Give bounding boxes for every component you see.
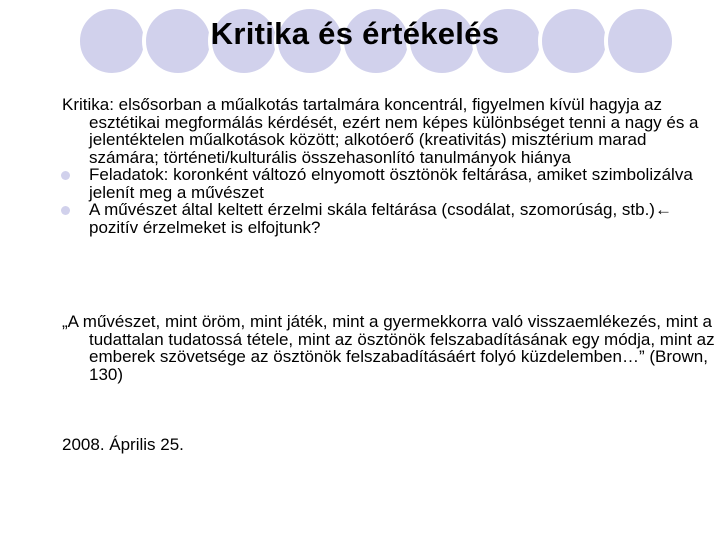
date-text: 2008. Április 25.: [62, 435, 184, 454]
bullet-text: A művészet által keltett érzelmi skála feltárása (csodálat, szomorúság, stb.)← pozitív érzelmeket is elfojtunk?: [89, 200, 672, 237]
intro-paragraph: Kritika: elsősorban a műalkotás tartalmára koncentrál, figyelmen kívül hagyja az esztétikai megformálás kérdését, ezért nem képes különbséget tenni a nagy és a jelentéktelen műalkotások között; alkotóerő (kreativitás) misztérium marad számára; történeti/kulturális összehasonlító tanulmányok hiánya: [62, 95, 699, 167]
bullet-dot-icon: [61, 171, 70, 180]
bullet-item: [62, 201, 702, 236]
quote-paragraph: „A művészet, mint öröm, mint játék, mint a gyermekkorra való visszaemlékezés, mint a tudattalan tudatossá tétele, mint az ösztönök felszabadításának egy módja, mint az emberek szövetsége az ösztönök felszabadításáért folyó küzdelemben…” (Brown, 130): [62, 312, 715, 384]
bullet-item: [62, 166, 702, 201]
bullet-dot-icon: [61, 206, 70, 215]
slide-title: Kritika és értékelés: [210, 16, 500, 51]
bullet-text: Feladatok: koronként változó elnyomott ösztönök feltárása, amiket szimbolizálva jelenít meg a művészet: [89, 165, 693, 202]
slide-body: [62, 96, 702, 236]
